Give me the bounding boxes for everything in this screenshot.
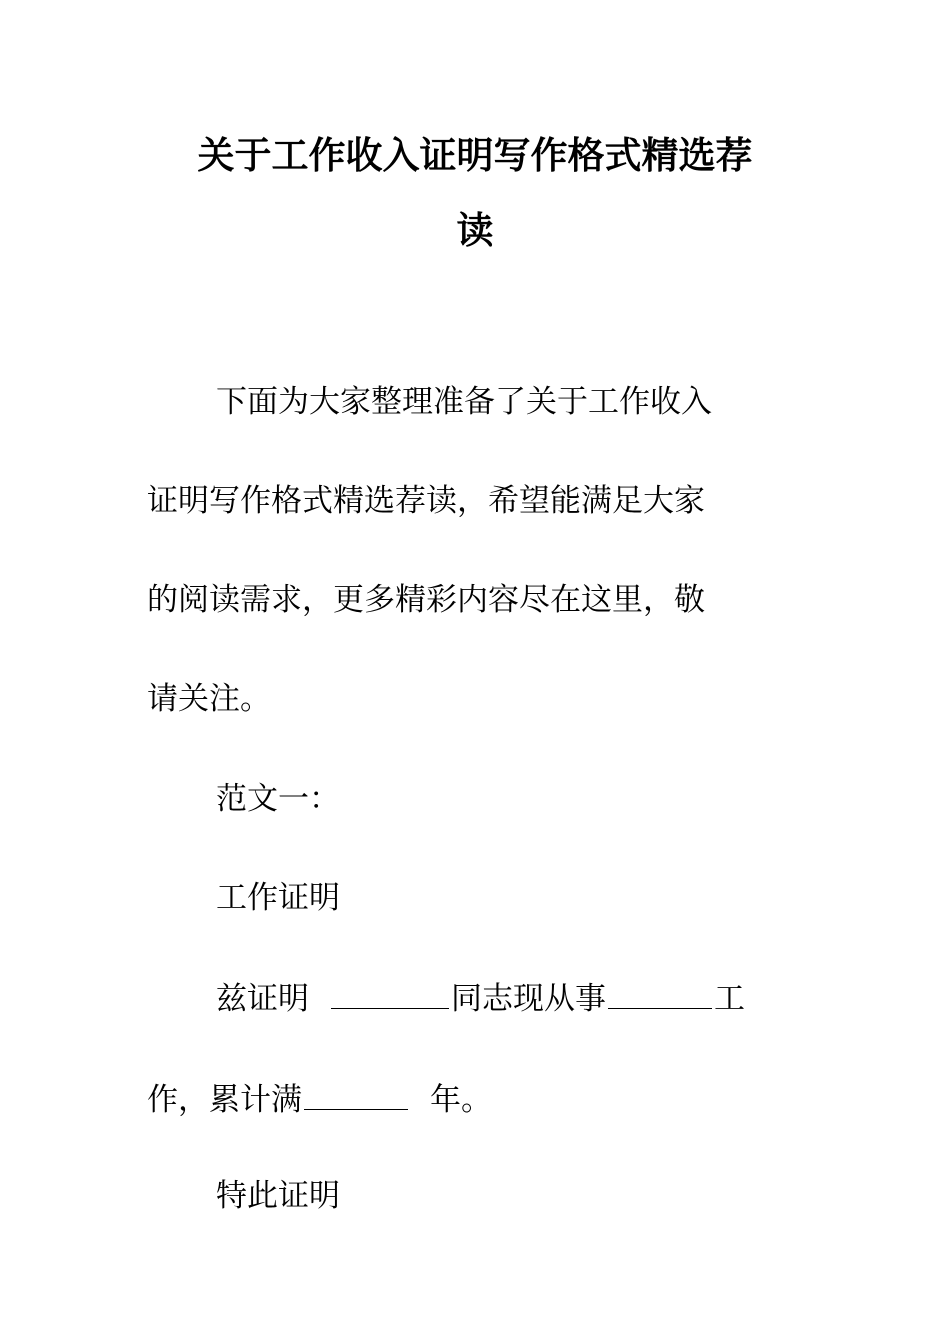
document-title-line-1: 关于工作收入证明写作格式精选荐 [197, 133, 753, 177]
certificate-text-segment: 年。 [430, 1082, 492, 1118]
certificate-text-segment: 兹证明 [216, 981, 309, 1017]
intro-paragraph-line-2: 证明写作格式精选荐读，希望能满足大家 [147, 483, 705, 519]
certificate-text-segment: 作，累计满 [147, 1082, 302, 1118]
job-blank-line [608, 978, 712, 1009]
certificate-title: 工作证明 [216, 880, 340, 916]
intro-paragraph-line-1: 下面为大家整理准备了关于工作收入 [216, 384, 712, 420]
years-blank-line [304, 1079, 408, 1110]
intro-paragraph-line-4: 请关注。 [147, 681, 271, 717]
certificate-text-segment: 工 [714, 981, 745, 1017]
document-title-line-2: 读 [456, 208, 494, 252]
name-blank-line [331, 978, 449, 1009]
certificate-body-line-2 [147, 1079, 492, 1120]
intro-paragraph-line-3: 的阅读需求，更多精彩内容尽在这里，敬 [147, 582, 705, 618]
certificate-body-line-1 [216, 978, 745, 1019]
sample-heading: 范文一： [216, 781, 340, 817]
closing-statement: 特此证明 [216, 1178, 340, 1214]
certificate-text-segment: 同志现从事 [451, 981, 606, 1017]
